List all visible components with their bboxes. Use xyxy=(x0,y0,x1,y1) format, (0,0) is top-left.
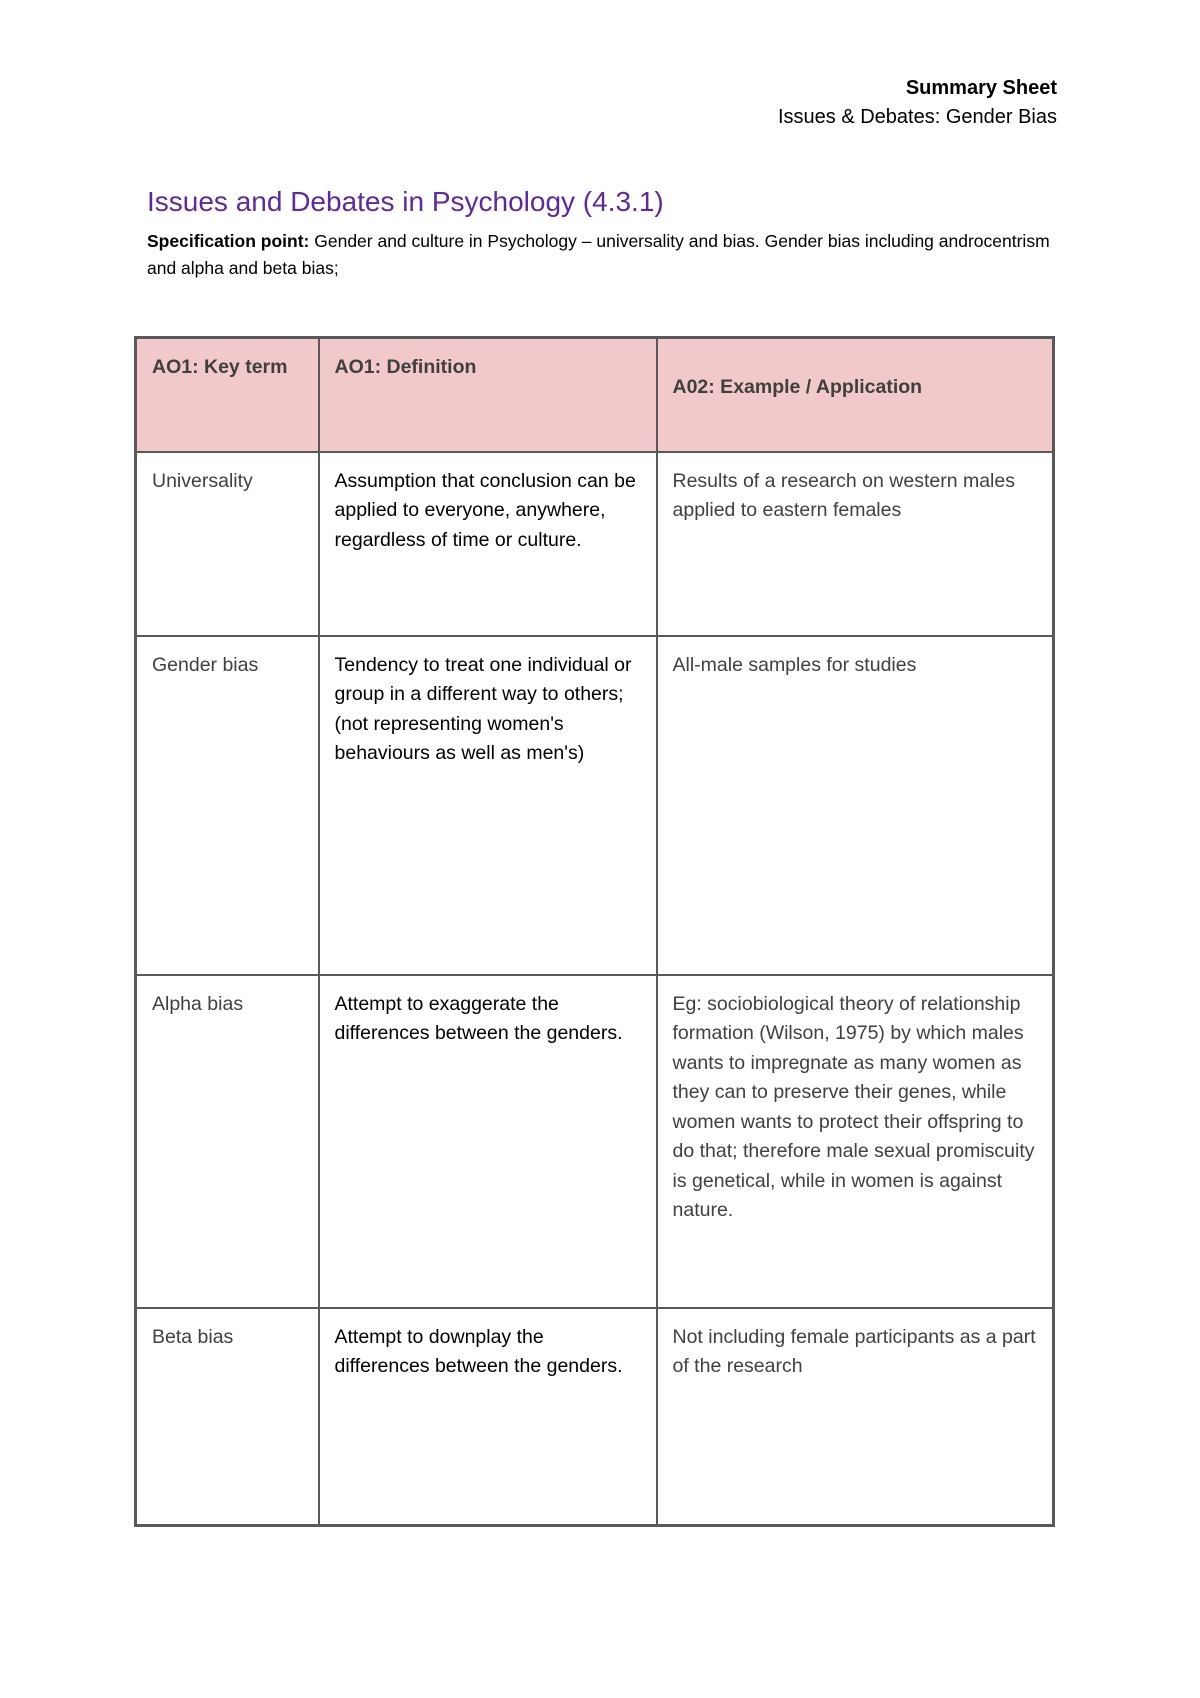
table-row xyxy=(136,1308,1054,1526)
example-cell: All-male samples for studies xyxy=(657,636,1054,975)
header-definition: AO1: Definition xyxy=(319,338,657,452)
table-row xyxy=(136,452,1054,636)
document-title: Issues and Debates in Psychology (4.3.1) xyxy=(147,186,664,217)
table-header-row xyxy=(136,338,1054,452)
summary-table xyxy=(134,336,1055,1527)
key-term-cell: Universality xyxy=(136,452,319,636)
specification-label: Specification point: xyxy=(147,231,310,251)
page-header xyxy=(778,74,1057,132)
table-row xyxy=(136,636,1054,975)
key-term-cell: Alpha bias xyxy=(136,975,319,1308)
header-title: Summary Sheet xyxy=(905,77,1057,99)
example-cell: Results of a research on western males applied to eastern females xyxy=(657,452,1054,636)
definition-cell: Tendency to treat one individual or group in a different way to others; (not representing women's behaviours as well as men's) xyxy=(319,636,657,975)
definition-cell: Assumption that conclusion can be applied to everyone, anywhere, regardless of time or culture. xyxy=(319,452,657,636)
table-row xyxy=(136,975,1054,1308)
example-cell: Eg: sociobiological theory of relationship formation (Wilson, 1975) by which males wants to impregnate as many women as they can to preserve their genes, while women wants to protect their offspring to do that; therefore male sexual promiscuity is genetical, while in women is against nature. xyxy=(657,975,1054,1308)
key-term-cell: Gender bias xyxy=(136,636,319,975)
definition-cell: Attempt to exaggerate the differences between the genders. xyxy=(319,975,657,1308)
definition-cell: Attempt to downplay the differences between the genders. xyxy=(319,1308,657,1526)
specification-text: Gender and culture in Psychology – universality and bias. Gender bias including androcentrism and alpha and beta bias; xyxy=(147,231,1050,278)
header-subtitle: Issues & Debates: Gender Bias xyxy=(777,106,1057,128)
specification-point xyxy=(147,228,1057,282)
example-cell: Not including female participants as a part of the research xyxy=(657,1308,1054,1526)
key-term-cell: Beta bias xyxy=(136,1308,319,1526)
header-example: A02: Example / Application xyxy=(657,338,1054,452)
header-key-term: AO1: Key term xyxy=(136,338,319,452)
